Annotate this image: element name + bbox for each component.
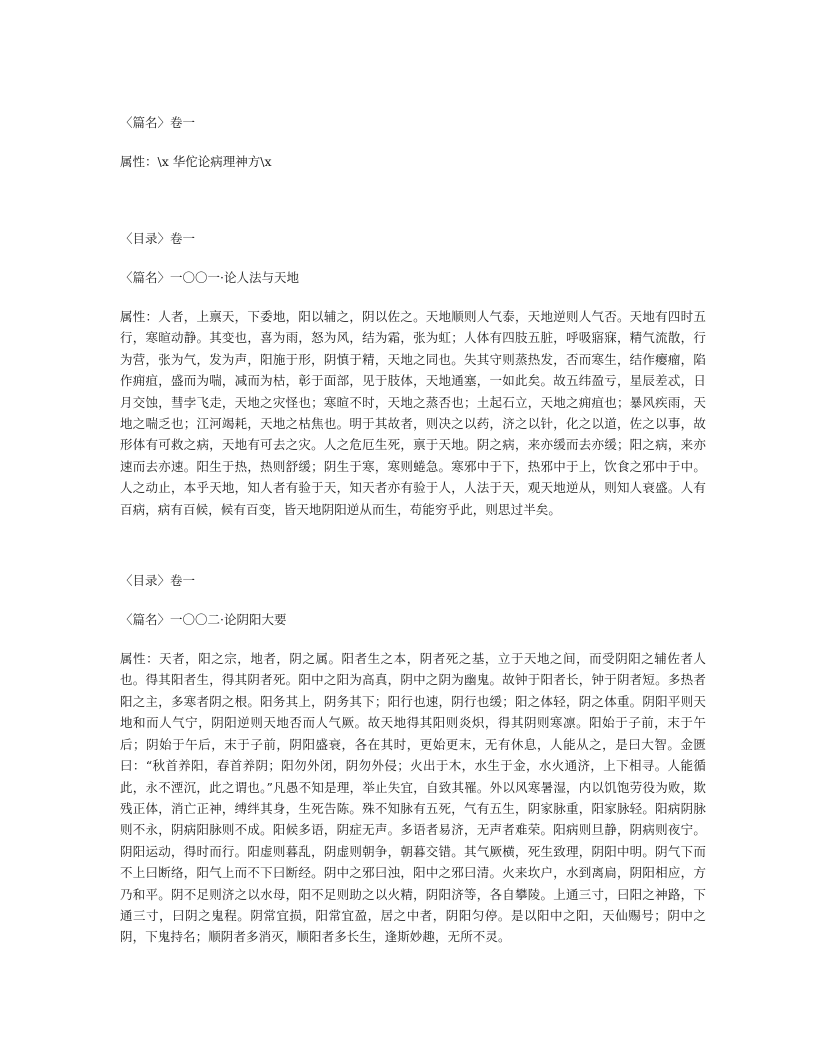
volume-heading: 〈篇名〉卷一 bbox=[120, 115, 196, 130]
volume-attribute: 属性：\x 华佗论病理神方\x bbox=[120, 154, 272, 169]
document-page bbox=[120, 112, 706, 948]
catalog-heading-2: 〈目录〉卷一 bbox=[120, 573, 196, 589]
catalog-heading-1: 〈目录〉卷一 bbox=[120, 231, 196, 246]
chapter-heading-2: 〈篇名〉一〇〇二·论阴阳大要 bbox=[120, 612, 287, 628]
chapter-heading-1: 〈篇名〉一〇〇一·论人法与天地 bbox=[120, 270, 299, 285]
chapter-body-1: 属性：人者，上禀天，下委地，阳以辅之，阴以佐之。天地顺则人气泰，天地逆则人气否。天地有四时五行，寒暄动静。其变也，喜为雨，怒为风，结为霜，张为虹；人体有四肢五脏，呼吸寤寐，精气流散，行为营，张为气，发为声，阳施于形，阴慎于精，天地之同也。失其守则蒸热发，否而寒生，结作瘿瘤，陷作痈疽，盛而为喘，减而为枯，彰于面部，见于肢体，天地通塞，一如此矣。故五纬盈亏，星辰差忒，日月交蚀，彗孛飞走，天地之灾怪也；寒暄不时，天地之蒸否也；土起石立，天地之痈疽也；暴风疾雨，天地之喘乏也；江河竭耗，天地之枯焦也。明于其故者，则决之以药，济之以针，化之以道，佐之以事，故形体有可救之病，天地有可去之灾。人之危厄生死，禀于天地。阴之病，来亦缓而去亦缓；阳之病，来亦速而去亦速。阳生于热，热则舒缓；阴生于寒，寒则蜷急。寒邪中于下，热邪中于上，饮食之邪中于中。人之动止，本乎天地，知人者有验于天，知天者亦有验于人，人法于天，观天地逆从，则知人衰盛。人有百病，病有百候，候有百变，皆天地阴阳逆从而生，苟能穷乎此，则思过半矣。 bbox=[120, 309, 706, 517]
chapter-body-2: 属性：天者，阳之宗，地者，阴之属。阳者生之本，阴者死之基，立于天地之间，而受阴阳之辅佐者人也。得其阳者生，得其阴者死。阳中之阳为高真，阴中之阴为幽鬼。故钟于阳者长，钟于阴者短。多热者阳之主，多寒者阴之根。阳务其上，阴务其下；阳行也速，阴行也缓；阳之体轻，阴之体重。阴阳平则天地和而人气宁，阴阳逆则天地否而人气厥。故天地得其阳则炎炽，得其阴则寒凛。阳始于子前，末于午后；阴始于午后，末于子前，阴阳盛衰，各在其时，更始更末，无有休息，人能从之，是曰大智。金匮曰：“秋首养阳，春首养阴；阳勿外闭，阴勿外侵；火出于木，水生于金，水火通济，上下相寻。人能循此，永不湮沉，此之谓也。”凡愚不知是理，举止失宜，自致其罹。外以风寒暑湿，内以饥饱劳役为败，欺残正体，消亡正神，缚绊其身，生死告陈。殊不知脉有五死，气有五生，阴家脉重，阳家脉轻。阳病阴脉则不永，阴病阳脉则不成。阳候多语，阴症无声。多语者易济，无声者难荣。阳病则旦静，阴病则夜宁。阴阳运动，得时而行。阳虚则暮乱，阴虚则朝争，朝暮交错。其气厥横，死生致理，阴阳中明。阴气下而不上曰断络，阳气上而不下曰断经。阴中之邪曰浊，阳中之邪曰清。火来坎户，水到离扃，阴阳相应，方乃和平。阴不足则济之以水母，阳不足则助之以火精，阴阳济等，各自攀陵。上通三寸，曰阳之神路，下通三寸，曰阴之鬼程。阴常宜损，阳常宜盈，居之中者，阴阳匀停。是以阳中之阳，天仙赐号；阴中之阴，下鬼持名；顺阴者多消灭，顺阳者多长生，逢斯妙趣，无所不灵。 bbox=[120, 651, 706, 945]
